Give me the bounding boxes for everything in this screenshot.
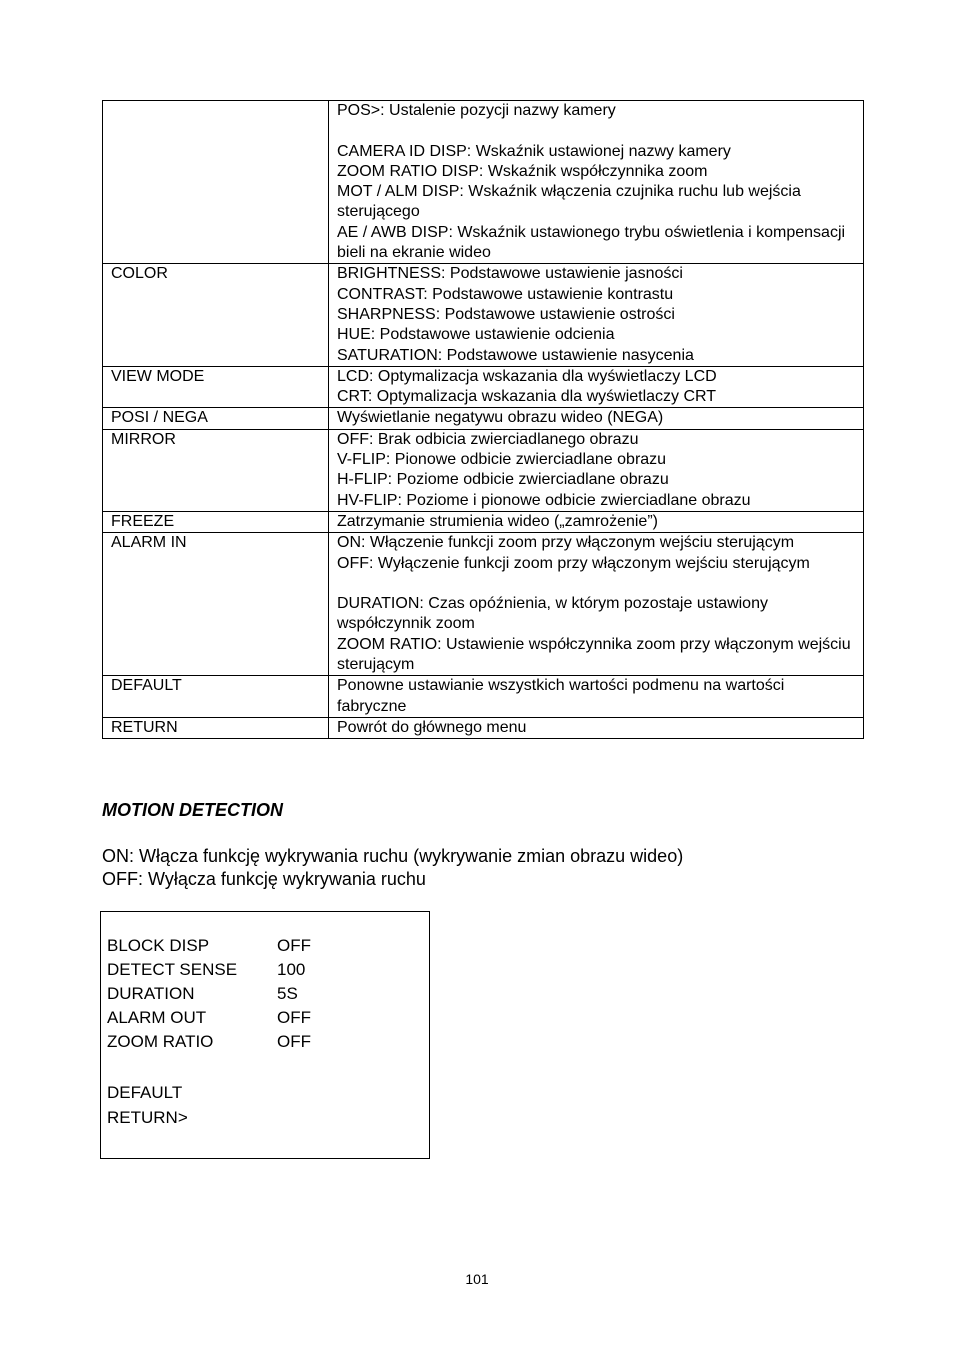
description-line: CAMERA ID DISP: Wskaźnik ustawionej nazwy kamery	[337, 142, 731, 160]
table-row	[103, 366, 864, 408]
settings-table	[102, 100, 864, 739]
description-line	[337, 574, 857, 594]
setting-description	[329, 366, 864, 408]
paragraph-line: OFF: Wyłącza funkcję wykrywania ruchu	[102, 869, 426, 889]
table-row	[103, 676, 864, 718]
menu-item	[107, 1030, 311, 1054]
menu-item	[107, 1006, 311, 1030]
menu-item-value: 100	[277, 960, 306, 979]
setting-name: VIEW MODE	[103, 366, 329, 408]
menu-item-value: OFF	[277, 1008, 311, 1027]
table-row	[103, 533, 864, 676]
description-line: MOT / ALM DISP: Wskaźnik włączenia czujnika ruchu lub wejścia sterującego	[337, 183, 801, 221]
description-line: POS>: Ustalenie pozycji nazwy kamery	[337, 102, 616, 119]
description-line: ZOOM RATIO DISP: Wskaźnik współczynnika zoom	[337, 162, 708, 180]
menu-item-label: ZOOM RATIO	[107, 1032, 214, 1051]
description-line: SATURATION: Podstawowe ustawienie nasycenia	[337, 346, 694, 364]
setting-description	[329, 101, 864, 264]
setting-description	[329, 429, 864, 511]
table-row	[103, 264, 864, 366]
table-row	[103, 717, 864, 738]
page-number: 101	[465, 1271, 489, 1287]
setting-name: RETURN	[103, 717, 329, 738]
paragraph-line: ON: Włącza funkcję wykrywania ruchu (wykrywanie zmian obrazu wideo)	[102, 846, 684, 866]
setting-description	[329, 717, 864, 738]
setting-name: FREEZE	[103, 511, 329, 532]
menu-item-label: DURATION	[107, 984, 195, 1003]
menu-item-label: DETECT SENSE	[107, 960, 238, 979]
setting-name: ALARM IN	[103, 533, 329, 676]
setting-description	[329, 533, 864, 676]
description-line: BRIGHTNESS: Podstawowe ustawienie jasności	[337, 265, 683, 283]
setting-name: POSI / NEGA	[103, 408, 329, 429]
description-line: OFF: Wyłączenie funkcji zoom przy włączonym wejściu sterującym	[337, 554, 810, 572]
description-line	[337, 121, 857, 141]
menu-default: DEFAULT	[107, 1083, 183, 1102]
section-paragraph	[102, 845, 683, 891]
menu-item-label: ALARM OUT	[107, 1008, 207, 1027]
menu-return: RETURN>	[107, 1108, 188, 1127]
menu-item-label: BLOCK DISP	[107, 936, 210, 955]
menu-item	[107, 934, 311, 958]
description-line: OFF: Brak odbicia zwierciadlanego obrazu	[337, 430, 639, 448]
setting-description	[329, 408, 864, 429]
menu-item-value: OFF	[277, 1032, 311, 1051]
description-line: Powrót do głównego menu	[337, 718, 527, 736]
description-line: ON: Włączenie funkcji zoom przy włączonym wejściu sterującym	[337, 534, 795, 552]
table-row	[103, 511, 864, 532]
setting-name: MIRROR	[103, 429, 329, 511]
setting-name	[103, 101, 329, 264]
description-line: CRT: Optymalizacja wskazania dla wyświetlaczy CRT	[337, 388, 717, 406]
menu-item-value: OFF	[277, 936, 311, 955]
description-line: Ponowne ustawianie wszystkich wartości podmenu na wartości fabryczne	[337, 677, 785, 715]
description-line: SHARPNESS: Podstawowe ustawienie ostrości	[337, 305, 675, 323]
setting-description	[329, 676, 864, 718]
table-row	[103, 429, 864, 511]
menu-item-value: 5S	[277, 984, 298, 1003]
osd-menu-box	[100, 911, 430, 1159]
table-row	[103, 408, 864, 429]
setting-name: COLOR	[103, 264, 329, 366]
description-line: Zatrzymanie strumienia wideo („zamrożenie”)	[337, 512, 658, 530]
description-line: DURATION: Czas opóźnienia, w którym pozostaje ustawiony współczynnik zoom	[337, 595, 768, 633]
description-line: H-FLIP: Poziome odbicie zwierciadlane obrazu	[337, 471, 669, 489]
table-row	[103, 101, 864, 264]
description-line: AE / AWB DISP: Wskaźnik ustawionego trybu oświetlenia i kompensacji bieli na ekranie wideo	[337, 223, 846, 262]
description-line: Wyświetlanie negatywu obrazu wideo (NEGA)	[337, 409, 664, 427]
setting-name: DEFAULT	[103, 676, 329, 718]
description-line: CONTRAST: Podstawowe ustawienie kontrastu	[337, 285, 674, 303]
setting-description	[329, 264, 864, 366]
description-line: ZOOM RATIO: Ustawienie współczynnika zoom przy włączonym wejściu sterującym	[337, 635, 851, 674]
menu-item	[107, 982, 298, 1006]
section-title: MOTION DETECTION	[102, 800, 283, 820]
description-line: HV-FLIP: Poziome i pionowe odbicie zwierciadlane obrazu	[337, 491, 751, 509]
menu-item	[107, 958, 305, 982]
description-line: HUE: Podstawowe ustawienie odcienia	[337, 326, 615, 344]
description-line: V-FLIP: Pionowe odbicie zwierciadlane obrazu	[337, 451, 667, 469]
setting-description	[329, 511, 864, 532]
description-line: LCD: Optymalizacja wskazania dla wyświetlaczy LCD	[337, 367, 717, 385]
